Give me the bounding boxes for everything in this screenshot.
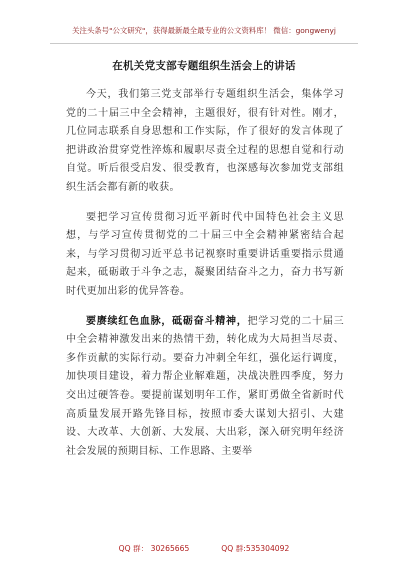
paragraph-lead: 要赓续红色血脉，砥砺奋斗精神， — [86, 315, 248, 327]
paragraph-text: 把学习党的二十届三中全会精神激发出来的热情干劲，转化成为大局担当尽责、多作贡献的实际行动。要奋力冲刺全年红，强化运行调度，加快项目建设，着力帮企业解难题，决战决胜四季度，努力交出过硬答卷。要提前谋划明年工作，紧盯勇做全省新时代高质量发展开路先锋目标，按照市委大谋划大招引、大建设、大改革、大创新、大发展、大出彩，深入研究明年经济社会发展的预期目标、工作思路、主要举 — [66, 315, 345, 457]
paragraph — [66, 209, 344, 302]
document-title: 在机关党支部专题组织生活会上的讲话 — [112, 60, 296, 72]
paragraph — [66, 86, 344, 198]
paragraph-text: 要把学习宣传贯彻习近平新时代中国特色社会主义思想，与学习宣传贯彻党的二十届三中全会精神紧密结合起来，与学习贯彻习近平总书记视察时重要讲话重要指示贯通起来，砥砺敢于斗争之志，凝聚团结奋斗之力，奋力书写新时代更加出彩的优异答卷。 — [66, 211, 344, 297]
header-promo-note: 关注头条号"公文研究"，获得最新最全最专业的公文资料库！ 微信：gongwenyj — [72, 26, 336, 35]
footer-qq-group-1: QQ 群： 30265665 — [118, 544, 190, 553]
document-body — [66, 86, 344, 472]
header-divider — [50, 43, 358, 44]
paragraph — [66, 313, 344, 462]
footer-contact — [0, 543, 408, 554]
footer-qq-group-2: QQ 群:535304092 — [221, 544, 290, 553]
paragraph-text: 今天，我们第三党支部举行专题组织生活会，集体学习党的二十届三中全会精神，主题很好，很有针对性。刚才，几位同志联系自身思想和工作实际，作了很好的发言体现了把讲政治贯穿党性淬炼和履职尽责全过程的思想自觉和行动自觉。听后很受启发、很受教育，也深感每次参加党支部组织生活会都有新的收获。 — [66, 89, 344, 193]
